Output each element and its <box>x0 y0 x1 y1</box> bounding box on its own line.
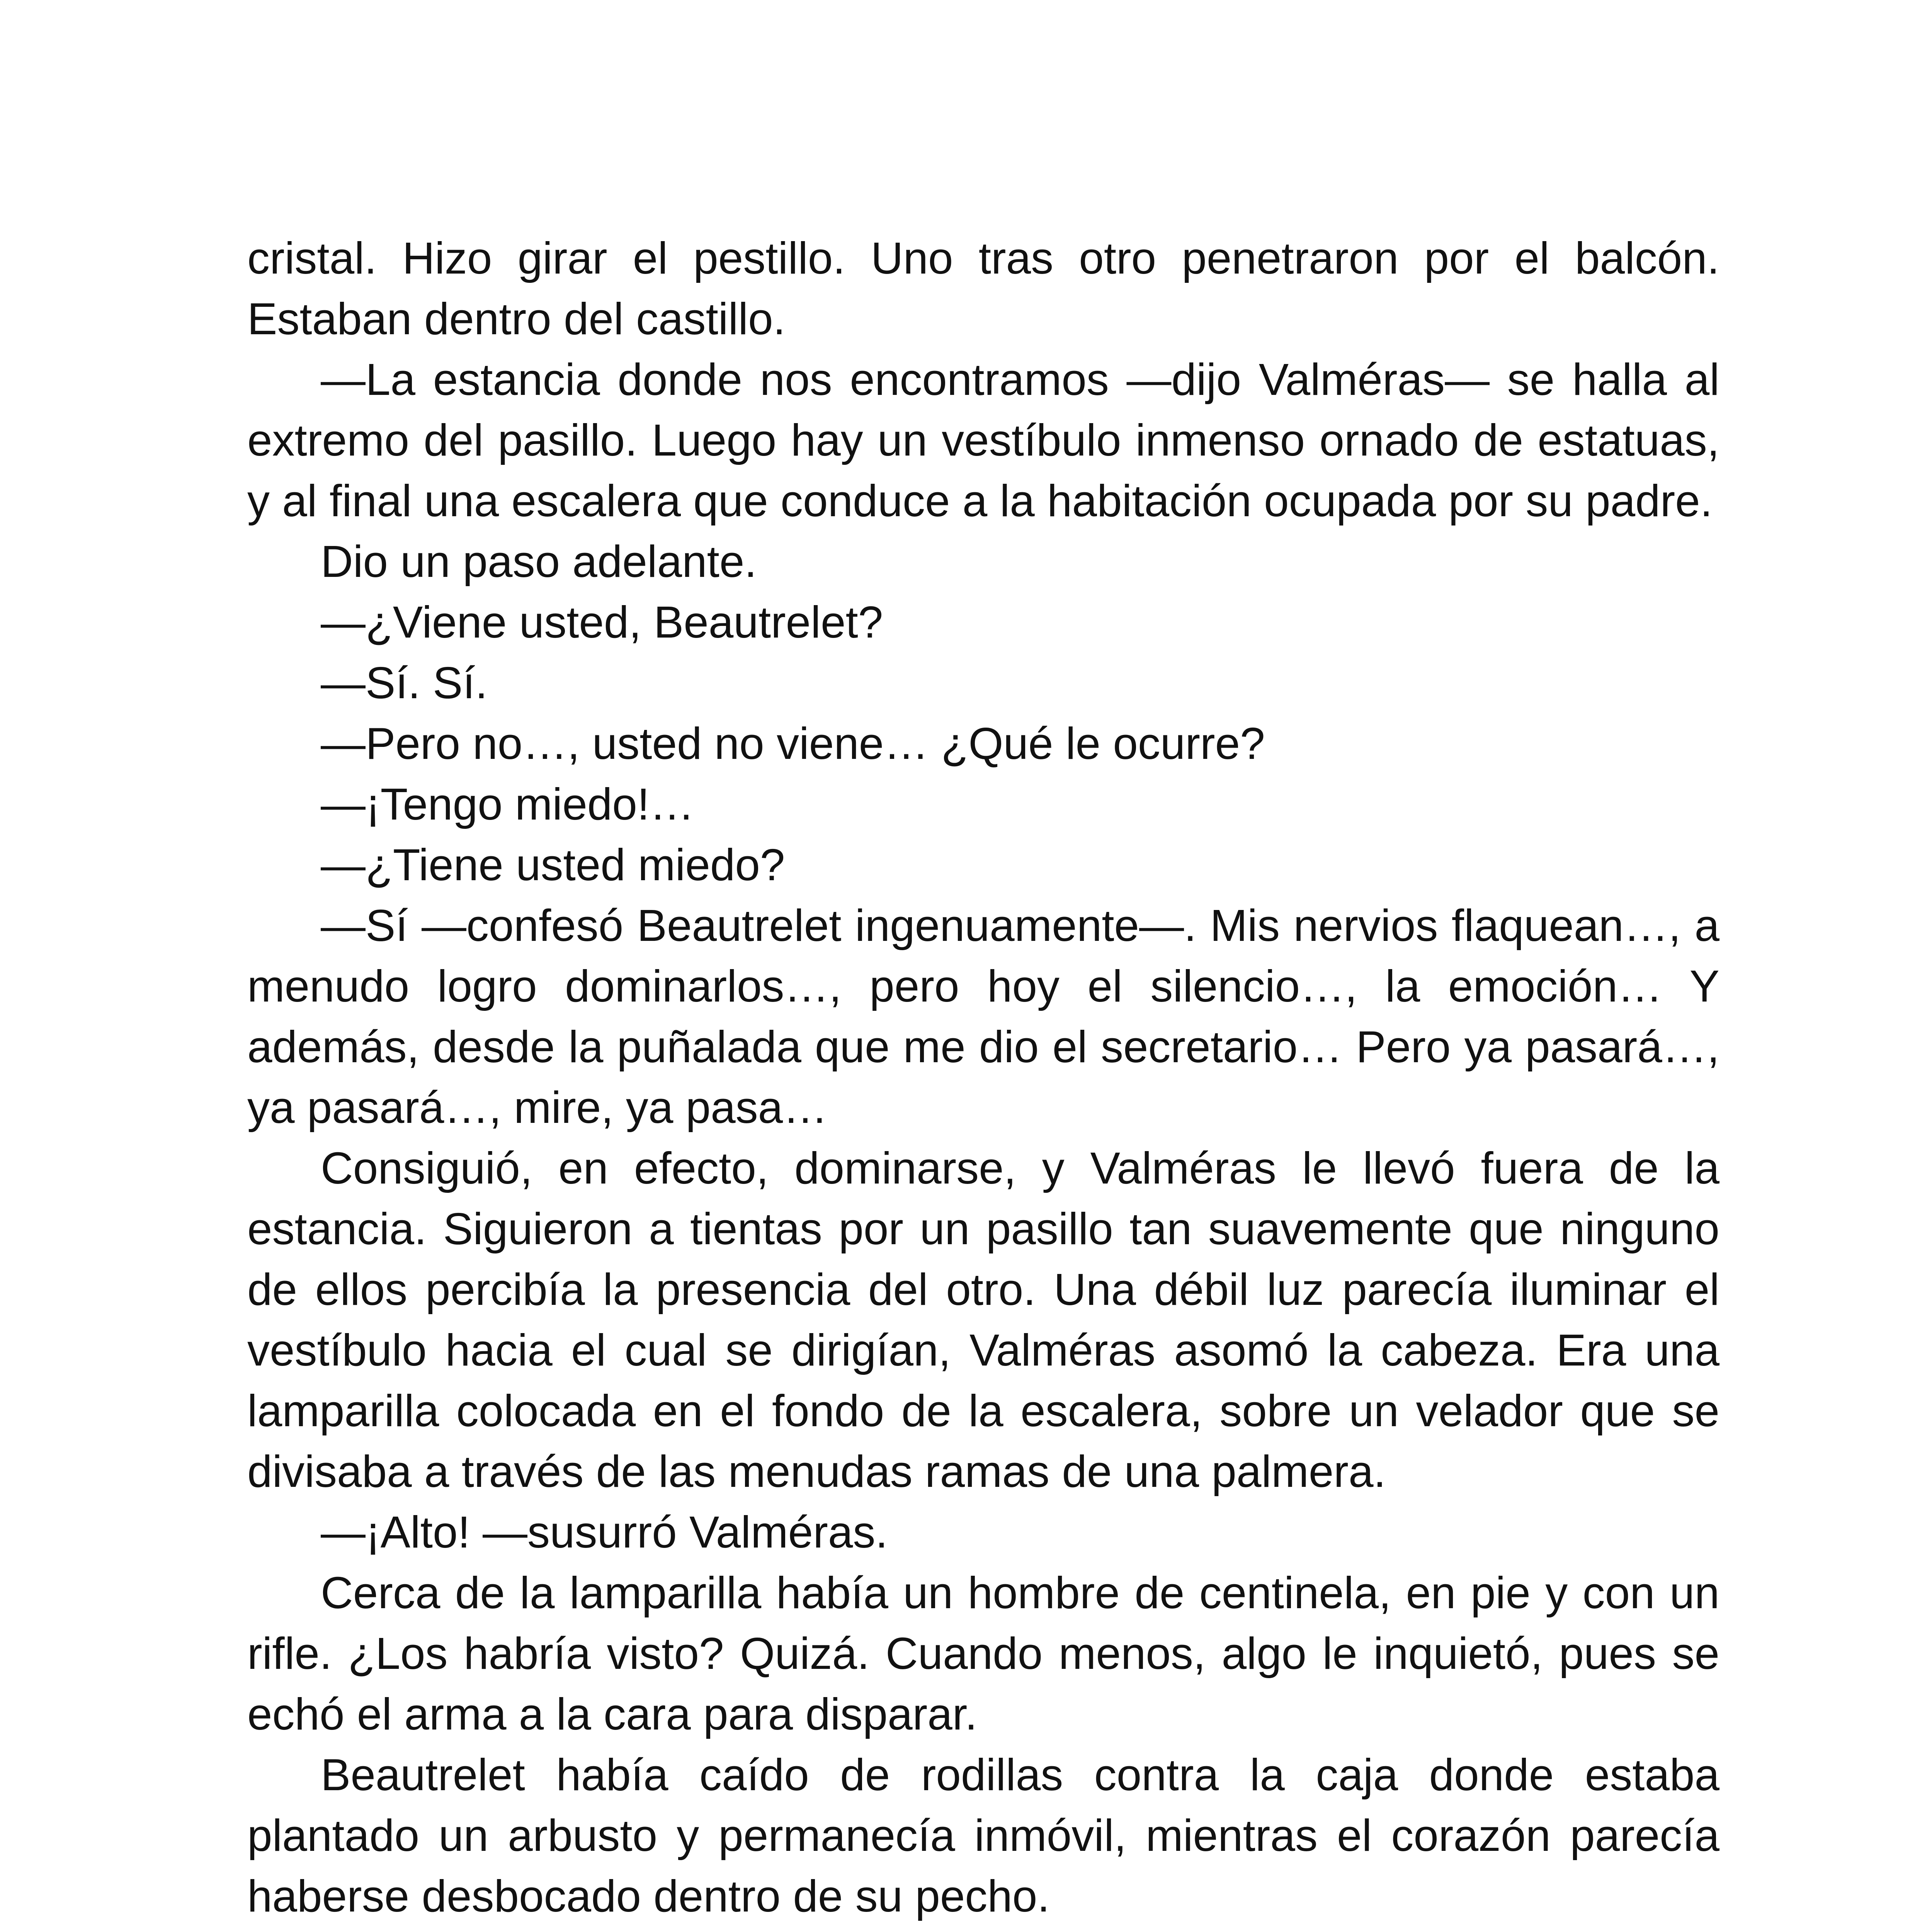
paragraph: —¿Viene usted, Beautrelet? <box>321 597 883 647</box>
paragraph: Consiguió, en efecto, dominarse, y Valméras le llevó fuera de la estancia. Siguieron a tientas por un pasillo tan suavemente que ninguno de ellos percibía la presencia del otro. Una débil luz parecía iluminar el vestíbulo hacia el cual se dirigían, Valméras asomó la cabeza. Era una lamparilla colocada en el fondo de la escalera, sobre un velador que se divisaba a través de las menudas ramas de una palmera. <box>247 1143 1719 1497</box>
paragraph: —Sí —confesó Beautrelet ingenuamente—. Mis nervios flaquean…, a menudo logro dominarlos…, pero hoy el silencio…, la emoción… Y además, desde la puñalada que me dio el secretario… Pero ya pasará…, ya pasará…, mire, ya pasa… <box>247 900 1719 1133</box>
paragraph: —Pero no…, usted no viene… ¿Qué le ocurre? <box>321 718 1265 769</box>
paragraph: —¿Tiene usted miedo? <box>321 840 785 890</box>
paragraph: Dio un paso adelante. <box>321 536 757 587</box>
paragraph: —¡Tengo miedo!… <box>321 779 695 829</box>
body-text <box>247 228 1719 1932</box>
paragraph <box>247 1927 1719 1932</box>
paragraph: Cerca de la lamparilla había un hombre de centinela, en pie y con un rifle. ¿Los habría visto? Quizá. Cuando menos, algo le inquietó, pues se echó el arma a la cara para disparar. <box>247 1568 1719 1739</box>
paragraph: Beautrelet había caído de rodillas contra la caja donde estaba plantado un arbusto y permanecía inmóvil, mientras el corazón parecía haberse desbocado dentro de su pecho. <box>247 1750 1719 1921</box>
paragraph: cristal. Hizo girar el pestillo. Uno tras otro penetraron por el balcón. Estaban dentro del castillo. <box>247 233 1719 344</box>
paragraph: —La estancia donde nos encontramos —dijo Valméras— se halla al extremo del pasillo. Luego hay un vestíbulo inmenso ornado de estatuas, y al final una escalera que conduce a la habitación ocupada por su padre. <box>247 354 1719 526</box>
paragraph: —¡Alto! —susurró Valméras. <box>321 1507 888 1557</box>
paragraph: —Sí. Sí. <box>321 658 488 708</box>
